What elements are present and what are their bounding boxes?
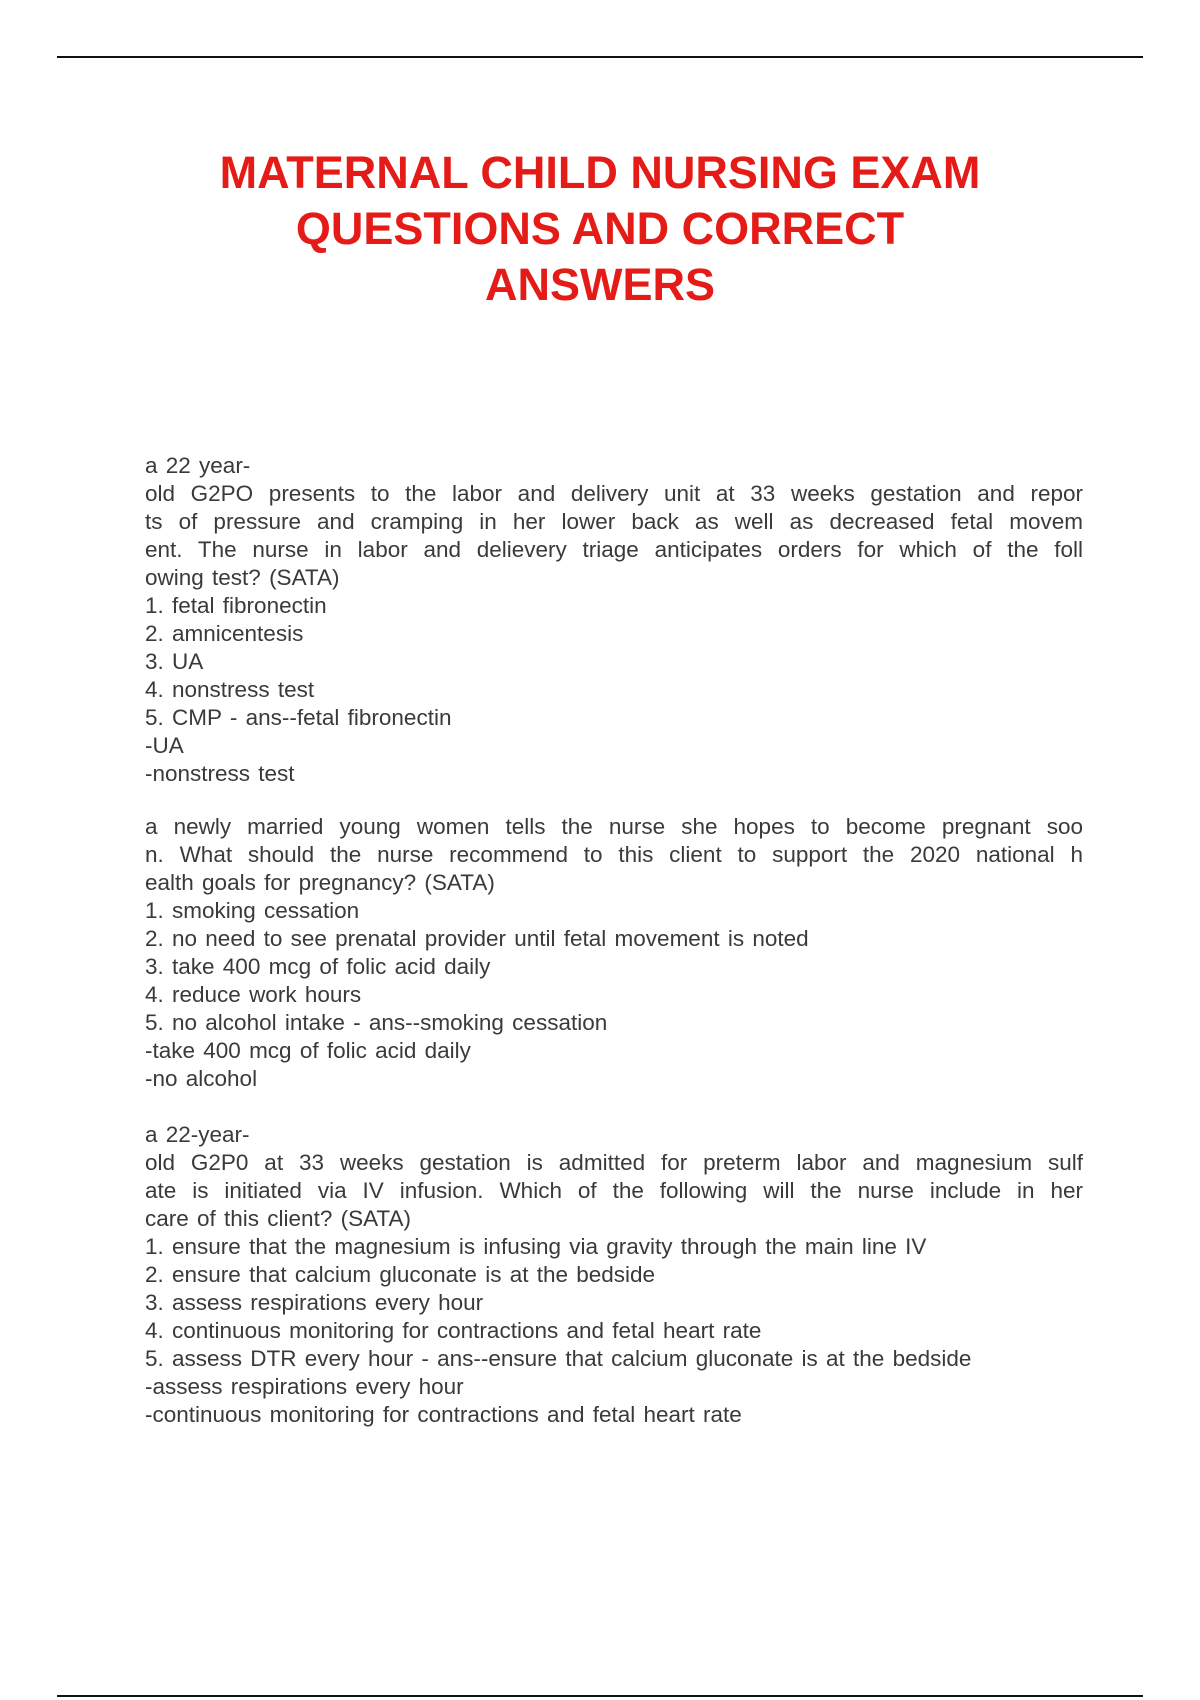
question-line: n. What should the nurse recommend to this client to support the 2020 national h (145, 842, 1083, 867)
document-title (100, 145, 1100, 313)
answer-option: 5. CMP - ans--fetal fibronectin (145, 705, 452, 730)
answer-option: 1. ensure that the magnesium is infusing via gravity through the main line IV (145, 1234, 927, 1259)
answer-option: 4. nonstress test (145, 677, 315, 702)
question-line: ate is initiated via IV infusion. Which of the following will the nurse include in her (145, 1178, 1083, 1203)
question-line: ent. The nurse in labor and delievery triage anticipates orders for which of the foll (145, 537, 1083, 562)
answer-option: 4. continuous monitoring for contractions and fetal heart rate (145, 1318, 762, 1343)
answer-option: 3. assess respirations every hour (145, 1290, 484, 1315)
question-line: ts of pressure and cramping in her lower back as well as decreased fetal movem (145, 509, 1083, 534)
question-line: old G2PO presents to the labor and delivery unit at 33 weeks gestation and repor (145, 481, 1083, 506)
answer-option: 5. assess DTR every hour - ans--ensure that calcium gluconate is at the bedside (145, 1346, 972, 1371)
title-line: ANSWERS (484, 259, 715, 310)
correct-answer: -assess respirations every hour (145, 1374, 464, 1399)
correct-answer: -take 400 mcg of folic acid daily (145, 1038, 471, 1063)
top-rule (57, 56, 1143, 58)
question-line: old G2P0 at 33 weeks gestation is admitted for preterm labor and magnesium sulf (145, 1150, 1083, 1175)
title-line: MATERNAL CHILD NURSING EXAM (219, 147, 981, 198)
bottom-rule (57, 1695, 1143, 1697)
answer-option: 3. UA (145, 649, 204, 674)
question-line: owing test? (SATA) (145, 565, 340, 590)
question-block-1 (145, 452, 1083, 788)
answer-option: 4. reduce work hours (145, 982, 362, 1007)
answer-option: 2. amnicentesis (145, 621, 304, 646)
question-line: a newly married young women tells the nurse she hopes to become pregnant soo (145, 814, 1083, 839)
answer-option: 1. smoking cessation (145, 898, 360, 923)
question-line: ealth goals for pregnancy? (SATA) (145, 870, 495, 895)
correct-answer: -continuous monitoring for contractions and fetal heart rate (145, 1402, 742, 1427)
answer-option: 1. fetal fibronectin (145, 593, 327, 618)
question-line: a 22-year- (145, 1122, 250, 1147)
correct-answer: -nonstress test (145, 761, 295, 786)
title-line: QUESTIONS AND CORRECT (295, 203, 905, 254)
answer-option: 5. no alcohol intake - ans--smoking cessation (145, 1010, 608, 1035)
question-block-3 (145, 1121, 1083, 1429)
answer-option: 2. ensure that calcium gluconate is at the bedside (145, 1262, 656, 1287)
question-line: care of this client? (SATA) (145, 1206, 412, 1231)
question-block-2 (145, 813, 1083, 1093)
answer-option: 2. no need to see prenatal provider until fetal movement is noted (145, 926, 809, 951)
question-line: a 22 year- (145, 453, 251, 478)
answer-option: 3. take 400 mcg of folic acid daily (145, 954, 491, 979)
correct-answer: -no alcohol (145, 1066, 258, 1091)
correct-answer: -UA (145, 733, 184, 758)
